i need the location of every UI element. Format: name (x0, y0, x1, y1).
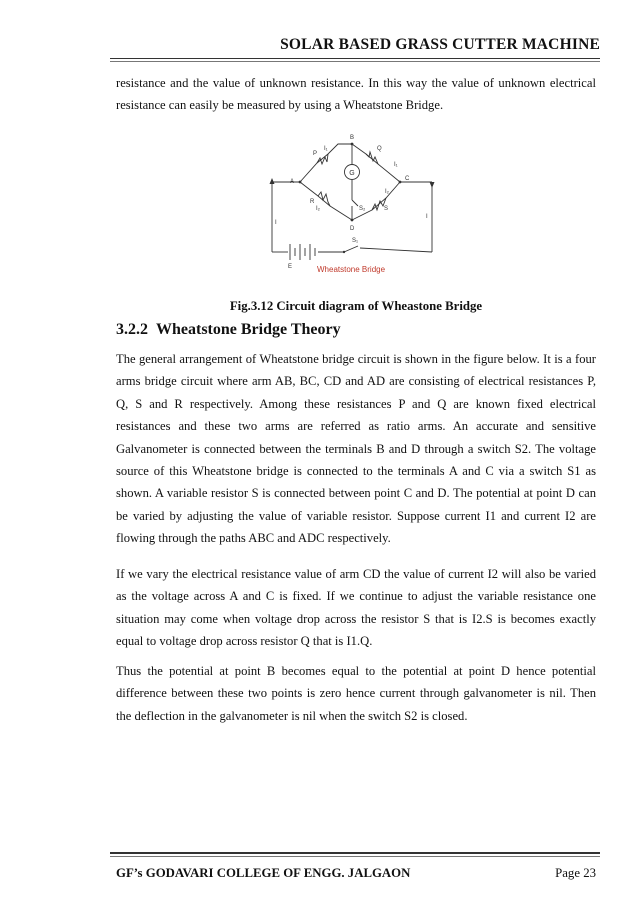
svg-text:Q: Q (377, 146, 382, 152)
running-header: SOLAR BASED GRASS CUTTER MACHINE (280, 36, 600, 53)
svg-text:I: I (426, 214, 428, 220)
figure-label: Wheatstone Bridge (317, 265, 386, 274)
svg-text:S₂: S₂ (359, 206, 366, 212)
section-heading (116, 321, 341, 339)
svg-text:I₁: I₁ (394, 162, 398, 168)
body-paragraph-2: If we vary the electrical resistance value of arm CD the value of current I2 will also be varied as the voltage across A and C is fixed. If we continue to adjust the variable resistance one situation may come when voltage drop across the resistor S that is I2.S is becomes exactly equal to voltage drop across resistor Q that is I1.Q. (116, 567, 596, 649)
footer-college: GF’s GODAVARI COLLEGE OF ENGG. JALGAON (116, 866, 411, 880)
footer-rule (110, 852, 600, 857)
svg-text:I₂: I₂ (316, 206, 320, 212)
svg-text:R: R (310, 199, 315, 205)
header-rule (110, 58, 600, 62)
svg-text:E: E (288, 264, 293, 270)
body-paragraph-1: The general arrangement of Wheatstone bridge circuit is shown in the figure below. It is a four arms bridge circuit where arm AB, BC, CD and AD are consisting of electrical resistances P, Q, S and R respectively. Among these resistances P and Q are known fixed electrical resistances and these two arms are referred as ratio arms. An accurate and sensitive Galvanometer is connected between the terminals B and D through a switch S2. The voltage source of this Wheatstone bridge is connected to the terminals A and C via a switch S1 as shown. A variable resistor S is connected between point C and D. The potential at point D can be varied by adjusting the value of variable resistor. Suppose current I1 and current I2 are flowing through the paths ABC and ADC respectively. (116, 352, 596, 546)
svg-text:I₂: I₂ (385, 189, 389, 195)
svg-text:A: A (290, 179, 295, 185)
page-footer (116, 866, 596, 881)
svg-text:I₁: I₁ (324, 146, 328, 152)
svg-text:S: S (384, 206, 389, 212)
svg-text:G: G (349, 170, 355, 177)
svg-text:I: I (275, 220, 277, 226)
page-number: Page 23 (555, 866, 596, 880)
svg-text:C: C (405, 176, 410, 182)
section-title: Wheatstone Bridge Theory (156, 321, 341, 338)
body-paragraph-3: Thus the potential at point B becomes equal to the potential at point D hence potential difference between these two points is zero hence current through galvanometer is nil. Then the deflection in the galvanometer is nil when the switch S2 is closed. (116, 664, 596, 723)
section-number: 3.2.2 (116, 321, 148, 338)
svg-text:B: B (350, 135, 355, 141)
svg-text:S₁: S₁ (352, 238, 359, 244)
intro-paragraph: resistance and the value of unknown resistance. In this way the value of unknown electrical resistance can easily be measured by using a Wheatstone Bridge. (116, 76, 596, 113)
svg-text:D: D (350, 226, 355, 232)
svg-text:P: P (313, 151, 318, 157)
wheatstone-bridge-diagram (260, 130, 440, 275)
figure-caption: Fig.3.12 Circuit diagram of Wheastone Bridge (229, 299, 483, 313)
